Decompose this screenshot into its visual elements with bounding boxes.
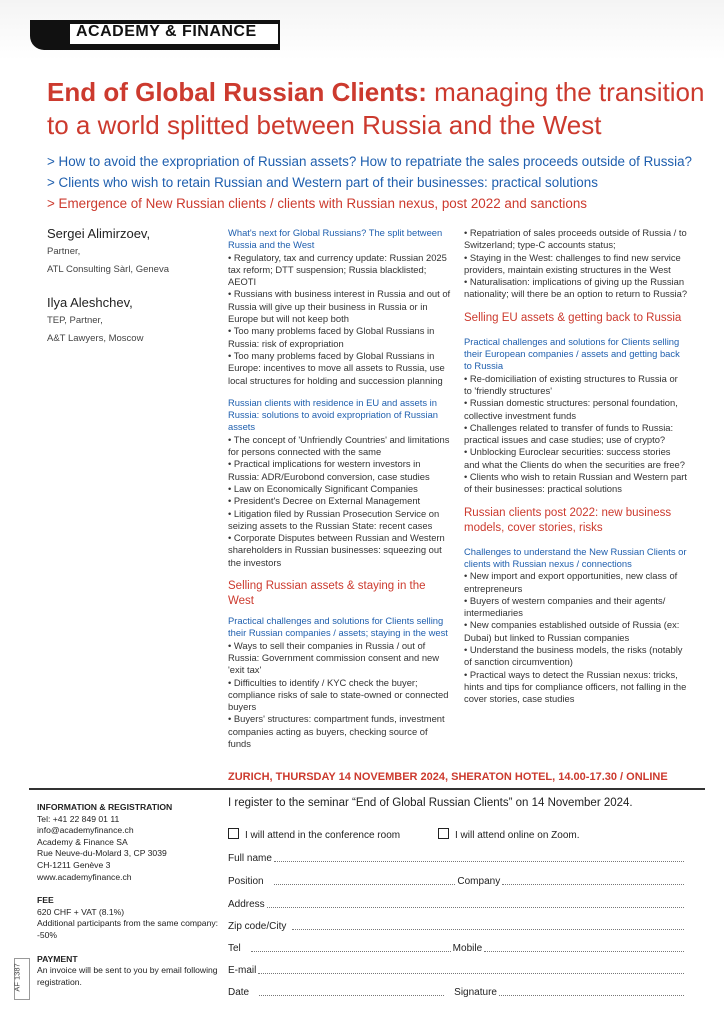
field-label: Zip code/City xyxy=(228,921,287,932)
info-panel xyxy=(37,802,222,988)
program-item: • Re-domiciliation of existing structures to Russia or to 'friendly structures' xyxy=(464,372,678,396)
fee-heading: FEE xyxy=(37,895,54,906)
address-input-line[interactable] xyxy=(267,907,684,908)
speaker-company: A&T Lawyers, Moscow xyxy=(47,333,144,344)
divider xyxy=(29,788,705,790)
section-subheading: What's next for Global Russians? The split between Russia and the West xyxy=(228,227,443,251)
date-signature-row xyxy=(228,984,686,998)
speaker-name: Sergei Alimirzoev, xyxy=(47,226,151,241)
speaker-title: TEP, Partner, xyxy=(47,315,103,326)
program-item: • New companies established outside of Russia (ex: Dubai) but linked to Russian companies xyxy=(464,619,680,643)
program-item: • Ways to sell their companies in Russia / out of Russia: Government commission consent and new 'exit tax' xyxy=(228,639,440,676)
info-line: CH-1211 Genève 3 xyxy=(37,859,111,870)
program-column-2 xyxy=(464,227,688,706)
info-website: www.academyfinance.ch xyxy=(37,871,132,882)
program-item: • Naturalisation: implications of giving up the Russian nationality; will there be an option to return to Russia? xyxy=(464,276,688,300)
program-item: • Law on Economically Significant Companies xyxy=(228,482,418,494)
position-input-line[interactable] xyxy=(274,884,456,885)
info-line: Tel: +41 22 849 01 11 xyxy=(37,813,120,824)
program-item: • Repatriation of sales proceeds outside of Russia / to Switzerland; type-C accounts status; xyxy=(464,227,687,251)
program-item: • Staying in the West: challenges to find new service providers, maintain existing structures in the West xyxy=(464,251,681,275)
key-question: > Emergence of New Russian clients / clients with Russian nexus, post 2022 and sanctions xyxy=(47,196,587,211)
field-label: Company xyxy=(457,876,501,887)
program-item: • Russian domestic structures: personal foundation, collective investment funds xyxy=(464,397,678,421)
email-input-line[interactable] xyxy=(258,973,684,974)
info-line: Academy & Finance SA xyxy=(37,836,128,847)
page-title xyxy=(47,76,707,142)
section-subheading: Russian clients with residence in EU and assets in Russia: solutions to avoid expropriation of Russian assets xyxy=(228,396,439,433)
fee-line: Additional participants from the same company: -50% xyxy=(37,918,219,940)
speaker-company: ATL Consulting Sàrl, Geneva xyxy=(47,264,169,275)
payment-line: An invoice will be sent to you by email following registration. xyxy=(37,965,218,987)
program-item: • Unblocking Euroclear securities: success stories and what the Clients do when the securities are free? xyxy=(464,446,685,470)
field-label: Tel xyxy=(228,943,241,954)
checkbox[interactable] xyxy=(438,828,449,839)
position-company-row xyxy=(228,873,686,887)
form-code-box xyxy=(14,958,30,1000)
fee-line: 620 CHF + VAT (8.1%) xyxy=(37,906,125,917)
zip-city-field[interactable] xyxy=(228,918,686,932)
registration-heading: I register to the seminar “End of Global Russian Clients” on 14 November 2024. xyxy=(228,797,633,809)
program-item: • Buyers' structures: compartment funds, investment companies acting as buyers, checking source of funds xyxy=(228,713,445,749)
program-item: • Challenges related to transfer of funds to Russia: practical issues and case studies; use of crypto? xyxy=(464,421,674,446)
key-question: > How to avoid the expropriation of Russian assets? How to repatriate the sales proceeds outside of Russia? xyxy=(47,154,692,169)
section-subheading: Practical challenges and solutions for Clients selling their European companies / assets and getting back to Russia xyxy=(464,335,680,372)
fullname-input-line[interactable] xyxy=(274,861,684,862)
field-label: Mobile xyxy=(452,943,483,954)
info-line: Rue Neuve-du-Molard 3, CP 3039 xyxy=(37,848,167,859)
address-field[interactable] xyxy=(228,896,686,910)
key-question: > Clients who wish to retain Russian and Western part of their businesses: practical solutions xyxy=(47,175,598,190)
field-label: Full name xyxy=(228,853,272,864)
company-input-line[interactable] xyxy=(502,884,684,885)
section-heading: Selling EU assets & getting back to Russia xyxy=(464,311,682,324)
program-item: • Buyers of western companies and their agents/ intermediaries xyxy=(464,594,666,619)
title-line2: to a world splitted between Russia and the West xyxy=(47,110,602,140)
program-item: • Corporate Disputes between Russian and Western shareholders in Russian businesses: squeezing out the investors xyxy=(228,532,445,568)
option-label: I will attend online on Zoom. xyxy=(455,830,580,841)
program-item: • Practical implications for western investors in Russia: ADR/Eurobond conversion, case studies xyxy=(228,458,430,482)
section-heading: Russian clients post 2022: new business models, cover stories, risks xyxy=(464,506,672,534)
speaker-name: Ilya Aleshchev, xyxy=(47,295,133,310)
event-details: ZURICH, THURSDAY 14 NOVEMBER 2024, SHERATON HOTEL, 14.00-17.30 / ONLINE xyxy=(228,771,668,783)
form-code: AF 1387 xyxy=(12,963,22,992)
program-item: • The concept of 'Unfriendly Countries' and limitations for persons connected with the same xyxy=(228,433,450,458)
mobile-input-line[interactable] xyxy=(484,951,684,952)
program-item: • Too many problems faced by Global Russians in Europe: incentives to move all assets to Russia, use local structures for holding and succession planning xyxy=(228,349,445,386)
field-label: Address xyxy=(228,899,265,910)
field-label: Position xyxy=(228,876,264,887)
field-label: Signature xyxy=(454,987,497,998)
speaker-title: Partner, xyxy=(47,246,81,257)
info-email: info@academyfinance.ch xyxy=(37,825,134,836)
fullname-field[interactable] xyxy=(228,850,686,864)
program-item: • New import and export opportunities, new class of entrepreneurs xyxy=(464,570,678,594)
payment-heading: PAYMENT xyxy=(37,953,78,964)
info-heading: INFORMATION & REGISTRATION xyxy=(37,802,173,812)
tel-mobile-row xyxy=(228,940,686,954)
program-item: • President's Decree on External Management xyxy=(228,495,421,507)
program-item: • Litigation filed by Russian Prosecution Service on seizing assets to the Russian State: recent cases xyxy=(228,507,440,531)
option-label: I will attend in the conference room xyxy=(245,830,401,841)
section-subheading: Challenges to understand the New Russian Clients or clients with Russian nexus / connections xyxy=(464,545,687,569)
program-item: • Too many problems faced by Global Russians in Russia: risk of expropriation xyxy=(228,325,435,349)
program-item: • Understand the business models, the risks (notably of sanction circumvention) xyxy=(464,644,683,668)
program-column-1 xyxy=(228,227,452,750)
signature-input-line[interactable] xyxy=(499,995,684,996)
option-conference-room[interactable] xyxy=(228,828,400,841)
program-item: • Difficulties to identify / KYC check the buyer; compliance risks of sale to state-owned or connected buyers xyxy=(228,676,449,713)
option-online-zoom[interactable] xyxy=(438,828,580,841)
field-label: Date xyxy=(228,987,250,998)
title-bold: End of Global Russian Clients: xyxy=(47,77,427,107)
program-item: • Russians with business interest in Russia and out of Russia will give up their business in Russia or in Europe but will not keep both xyxy=(228,288,451,325)
program-item: • Clients who wish to retain Russian and Western part of their businesses: practical solutions xyxy=(464,471,688,495)
program-item: • Practical ways to detect the Russian nexus: tricks, hints and tips for compliance officers, not falling in the cover stories, case studies xyxy=(464,668,687,705)
email-field[interactable] xyxy=(228,962,686,976)
section-heading: Selling Russian assets & staying in the West xyxy=(228,580,426,608)
zip-input-line[interactable] xyxy=(292,929,684,930)
section-subheading: Practical challenges and solutions for Clients selling their Russian companies / assets; staying in the west xyxy=(228,615,448,639)
field-label: E-mail xyxy=(228,965,257,976)
date-input-line[interactable] xyxy=(259,995,444,996)
key-questions xyxy=(47,151,707,214)
program-item: • Regulatory, tax and currency update: Russian 2025 tax reform; DTT suspension; Russia blacklisted; AEOTI xyxy=(228,251,447,288)
title-rest: managing the transition xyxy=(426,77,705,107)
checkbox[interactable] xyxy=(228,828,239,839)
brand-name: ACADEMY & FINANCE xyxy=(76,23,257,40)
speakers xyxy=(47,226,217,346)
tel-input-line[interactable] xyxy=(251,951,451,952)
